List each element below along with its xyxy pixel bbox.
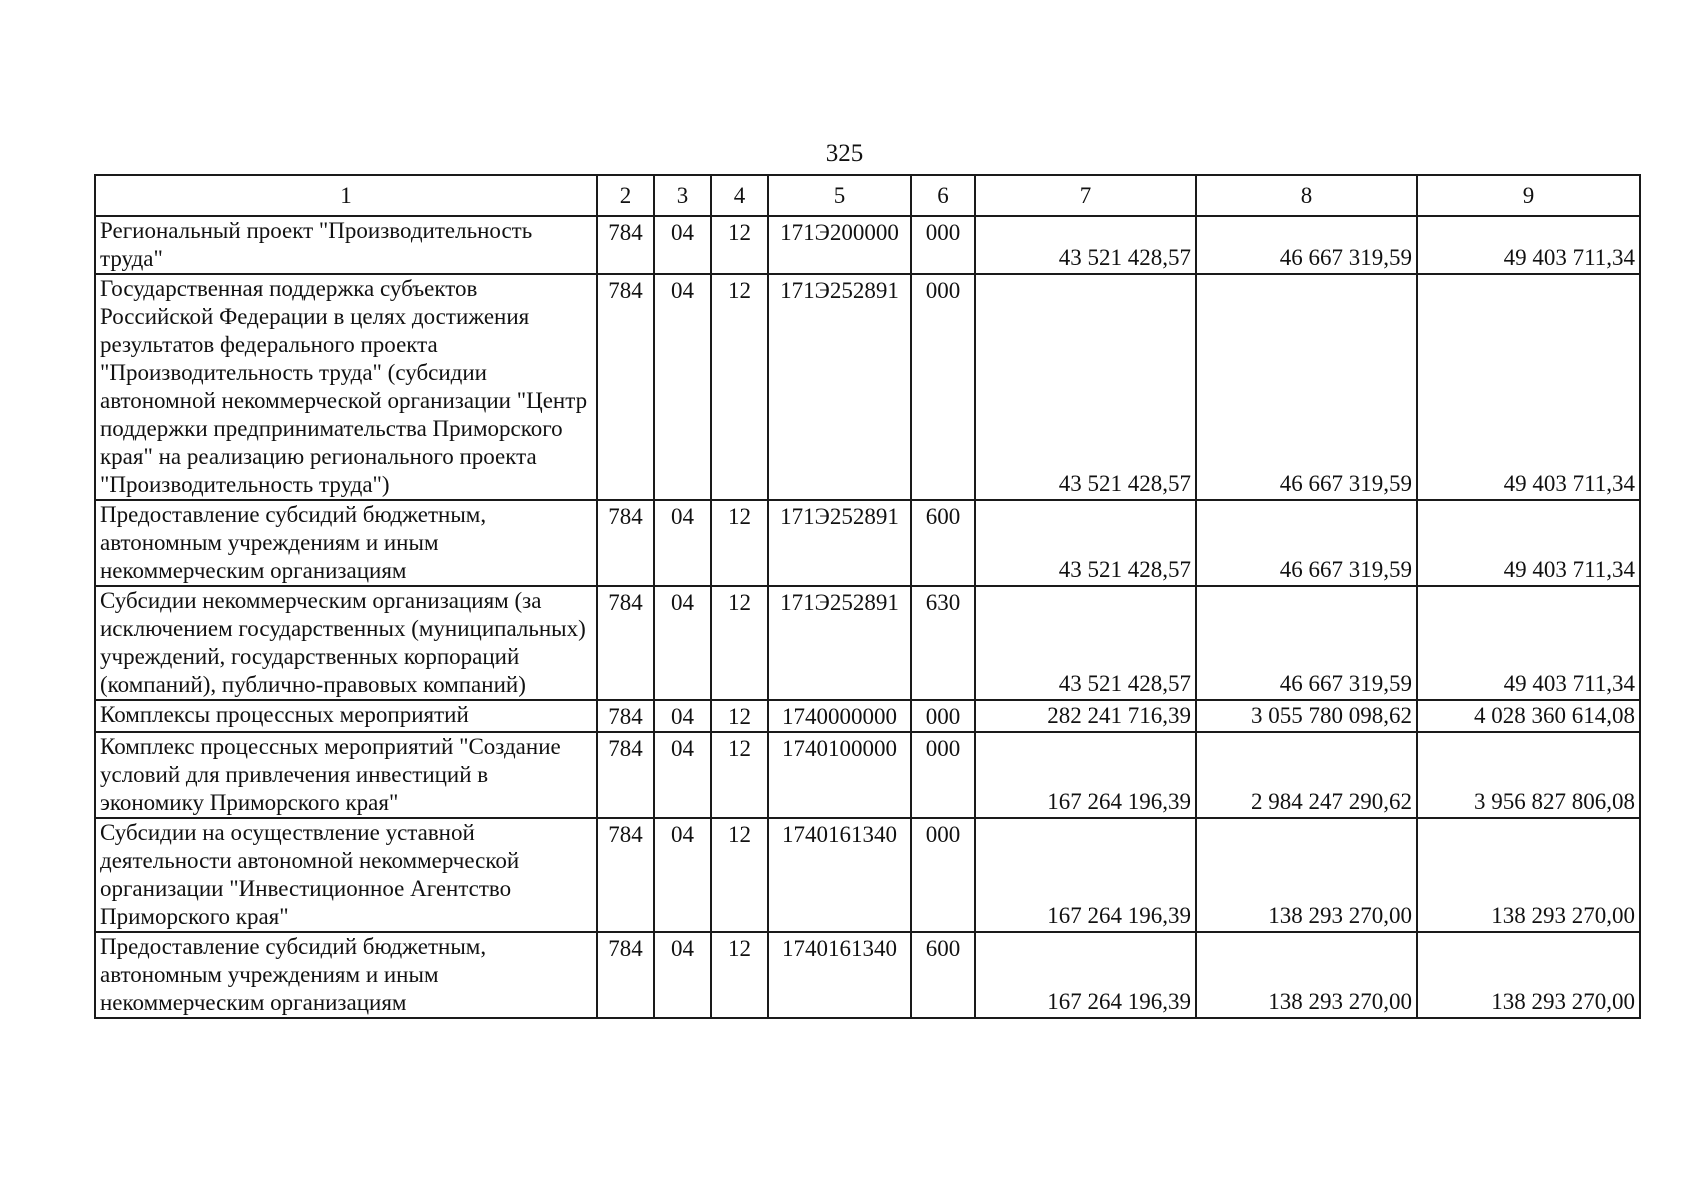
subsection-code: 12: [711, 700, 768, 732]
target-article-code: 171Э252891: [768, 274, 911, 500]
expense-type-code: 000: [911, 700, 975, 732]
subsection-code: 12: [711, 216, 768, 274]
amount-col7: 167 264 196,39: [975, 932, 1196, 1018]
target-article-code: 171Э252891: [768, 586, 911, 700]
target-article-code: 171Э252891: [768, 500, 911, 586]
subsection-code: 12: [711, 818, 768, 932]
row-name: Субсидии некоммерческим организациям (за исключением государственных (муниципальных) учреждений, государственных корпораций (компаний), публично-правовых компаний): [95, 586, 597, 700]
amount-col9: 4 028 360 614,08: [1417, 700, 1640, 732]
section-code: 04: [654, 274, 711, 500]
table-row: [95, 732, 1640, 818]
amount-col7: 43 521 428,57: [975, 216, 1196, 274]
expense-type-code: 000: [911, 216, 975, 274]
column-header: 7: [975, 175, 1196, 216]
ministry-code: 784: [597, 818, 654, 932]
target-article-code: 1740161340: [768, 818, 911, 932]
column-header: 8: [1196, 175, 1417, 216]
expense-type-code: 000: [911, 274, 975, 500]
column-header: 4: [711, 175, 768, 216]
table-row: [95, 818, 1640, 932]
amount-col7: 167 264 196,39: [975, 818, 1196, 932]
target-article-code: 1740161340: [768, 932, 911, 1018]
section-code: 04: [654, 818, 711, 932]
page-number: 325: [825, 140, 864, 167]
subsection-code: 12: [711, 732, 768, 818]
row-name: Предоставление субсидий бюджетным, автономным учреждениям и иным некоммерческим организациям: [95, 500, 597, 586]
table-row: [95, 274, 1640, 500]
table-row: [95, 500, 1640, 586]
amount-col8: 3 055 780 098,62: [1196, 700, 1417, 732]
row-name: Комплексы процессных мероприятий: [95, 700, 597, 732]
ministry-code: 784: [597, 586, 654, 700]
table-header-row: [95, 175, 1640, 216]
target-article-code: 1740100000: [768, 732, 911, 818]
table-row: [95, 700, 1640, 732]
table-row: [95, 216, 1640, 274]
ministry-code: 784: [597, 274, 654, 500]
subsection-code: 12: [711, 274, 768, 500]
column-header: 2: [597, 175, 654, 216]
table-row: [95, 932, 1640, 1018]
amount-col9: 138 293 270,00: [1417, 932, 1640, 1018]
amount-col9: 138 293 270,00: [1417, 818, 1640, 932]
table-row: [95, 586, 1640, 700]
amount-col7: 43 521 428,57: [975, 500, 1196, 586]
section-code: 04: [654, 586, 711, 700]
amount-col9: 49 403 711,34: [1417, 216, 1640, 274]
ministry-code: 784: [597, 216, 654, 274]
amount-col8: 46 667 319,59: [1196, 500, 1417, 586]
subsection-code: 12: [711, 500, 768, 586]
expense-type-code: 600: [911, 932, 975, 1018]
column-header: 3: [654, 175, 711, 216]
section-code: 04: [654, 216, 711, 274]
amount-col8: 46 667 319,59: [1196, 274, 1417, 500]
expense-type-code: 000: [911, 732, 975, 818]
amount-col7: 282 241 716,39: [975, 700, 1196, 732]
ministry-code: 784: [597, 932, 654, 1018]
subsection-code: 12: [711, 932, 768, 1018]
amount-col9: 49 403 711,34: [1417, 586, 1640, 700]
section-code: 04: [654, 732, 711, 818]
ministry-code: 784: [597, 700, 654, 732]
target-article-code: 1740000000: [768, 700, 911, 732]
amount-col8: 2 984 247 290,62: [1196, 732, 1417, 818]
amount-col9: 49 403 711,34: [1417, 500, 1640, 586]
expense-type-code: 000: [911, 818, 975, 932]
amount-col7: 43 521 428,57: [975, 586, 1196, 700]
column-header: 6: [911, 175, 975, 216]
budget-table: [94, 174, 1641, 1019]
ministry-code: 784: [597, 500, 654, 586]
section-code: 04: [654, 500, 711, 586]
row-name: Региональный проект "Производительность труда": [95, 216, 597, 274]
row-name: Государственная поддержка субъектов Российской Федерации в целях достижения результатов федерального проекта "Производительность труда" (субсидии автономной некоммерческой организации "Центр поддержки предпринимательства Приморского края" на реализацию регионального проекта "Производительность труда"): [95, 274, 597, 500]
column-header: 9: [1417, 175, 1640, 216]
row-name: Предоставление субсидий бюджетным, автономным учреждениям и иным некоммерческим организациям: [95, 932, 597, 1018]
expense-type-code: 630: [911, 586, 975, 700]
section-code: 04: [654, 932, 711, 1018]
amount-col8: 46 667 319,59: [1196, 586, 1417, 700]
row-name: Субсидии на осуществление уставной деятельности автономной некоммерческой организации "Инвестиционное Агентство Приморского края": [95, 818, 597, 932]
ministry-code: 784: [597, 732, 654, 818]
column-header: 1: [95, 175, 597, 216]
amount-col9: 49 403 711,34: [1417, 274, 1640, 500]
amount-col8: 46 667 319,59: [1196, 216, 1417, 274]
expense-type-code: 600: [911, 500, 975, 586]
row-name: Комплекс процессных мероприятий "Создание условий для привлечения инвестиций в экономику Приморского края": [95, 732, 597, 818]
section-code: 04: [654, 700, 711, 732]
amount-col8: 138 293 270,00: [1196, 932, 1417, 1018]
amount-col8: 138 293 270,00: [1196, 818, 1417, 932]
amount-col9: 3 956 827 806,08: [1417, 732, 1640, 818]
amount-col7: 43 521 428,57: [975, 274, 1196, 500]
column-header: 5: [768, 175, 911, 216]
subsection-code: 12: [711, 586, 768, 700]
target-article-code: 171Э200000: [768, 216, 911, 274]
amount-col7: 167 264 196,39: [975, 732, 1196, 818]
